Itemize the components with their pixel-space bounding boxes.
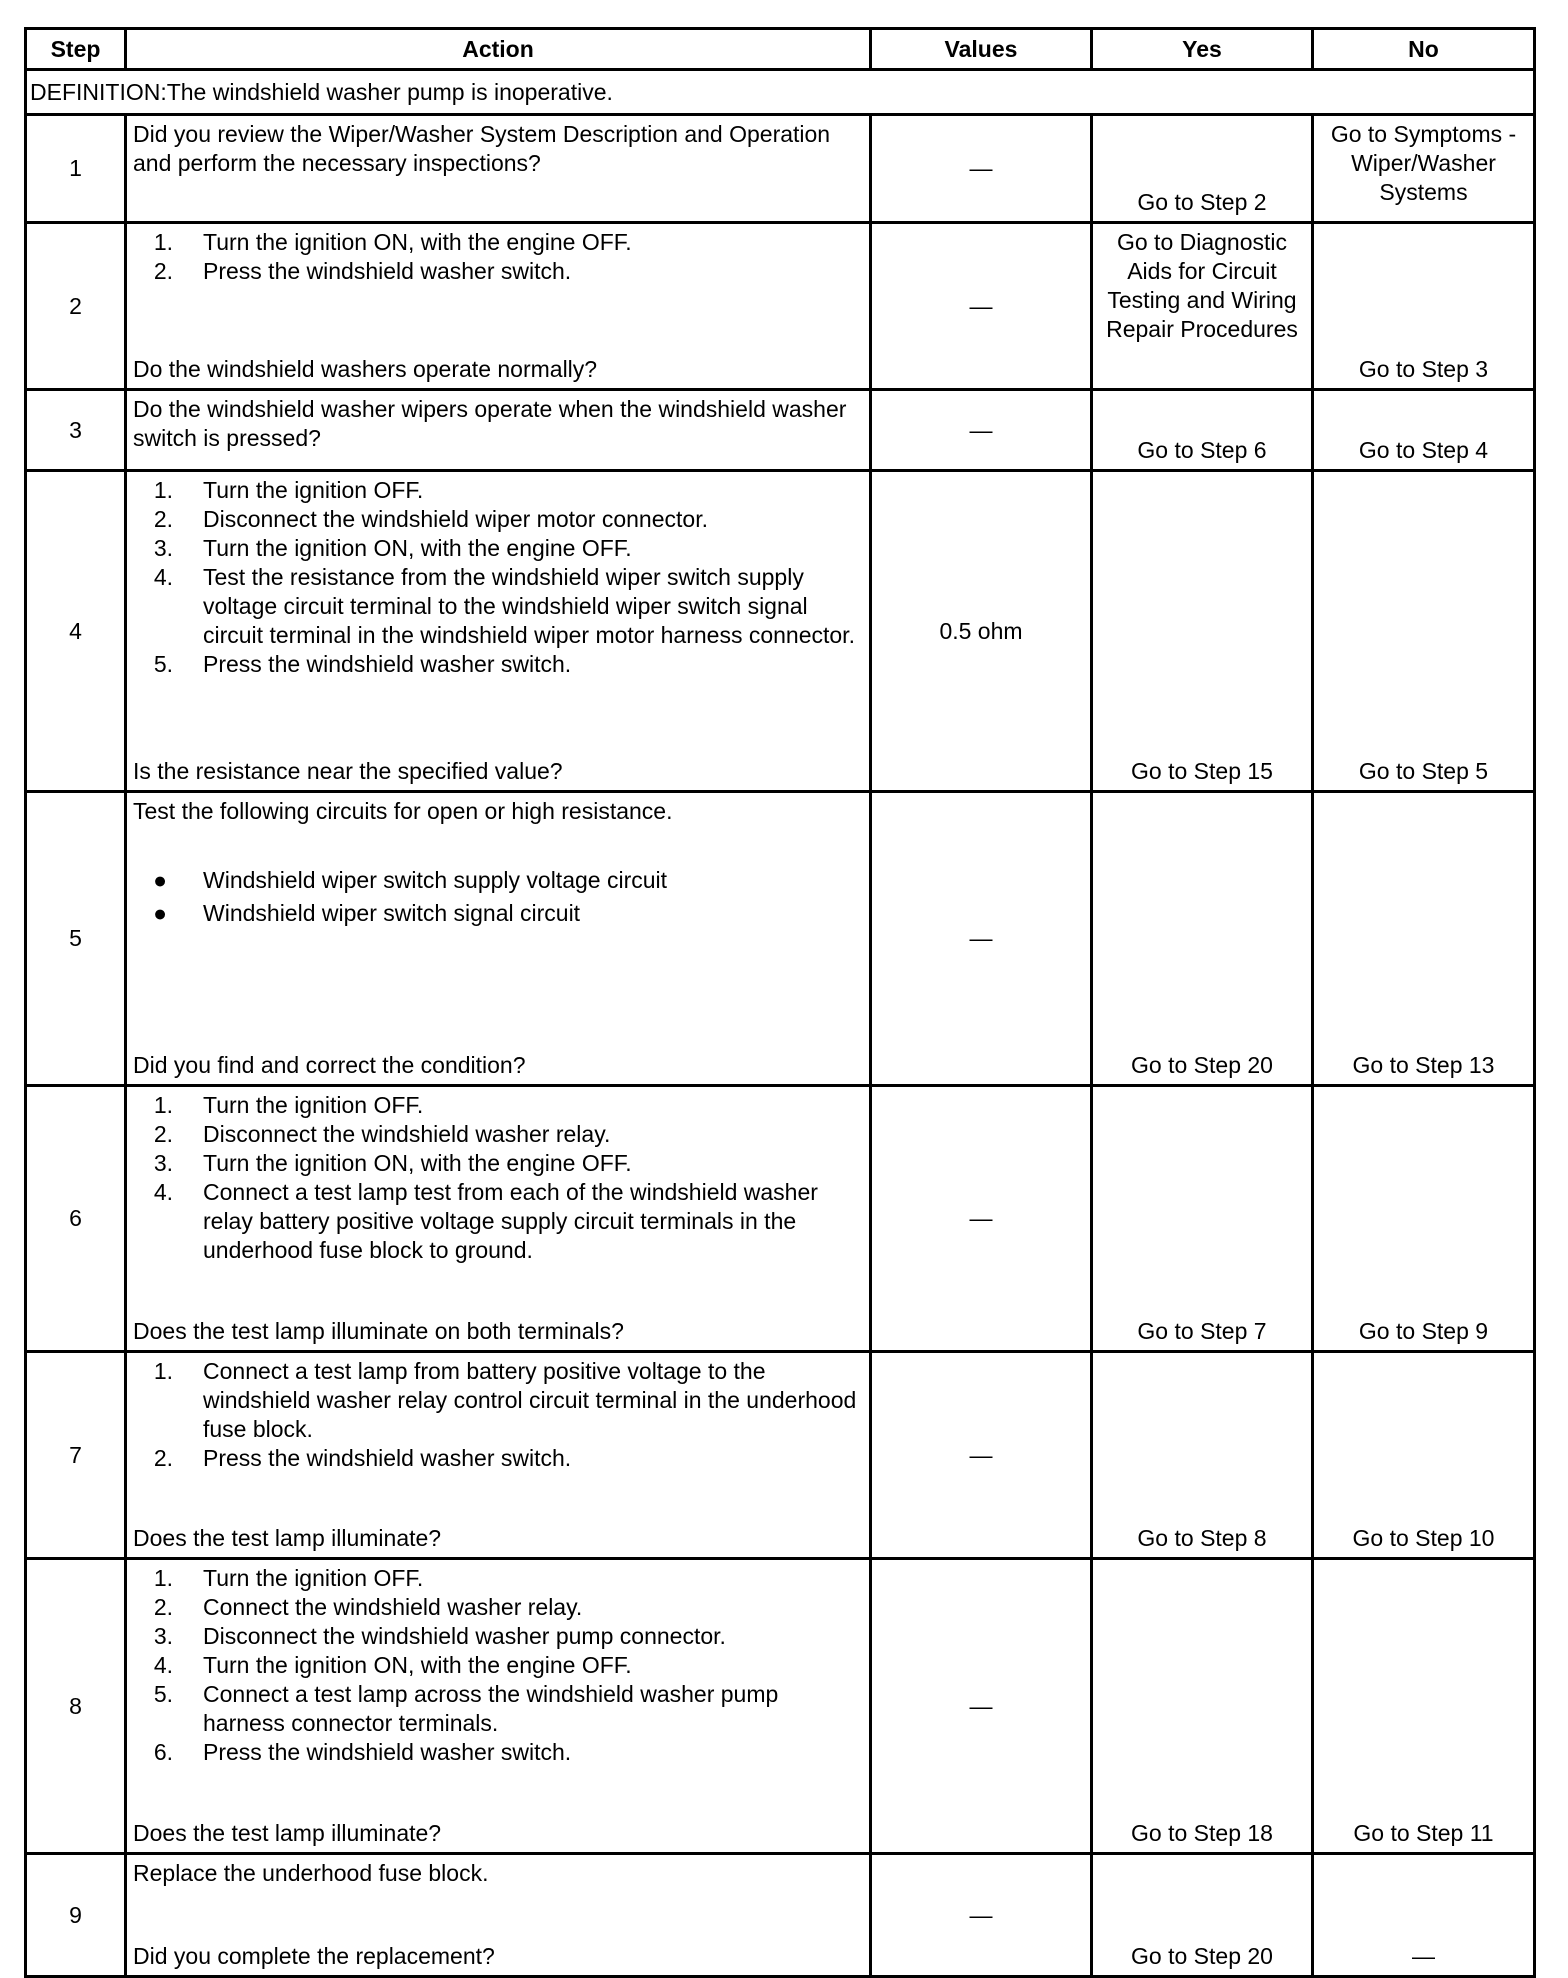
table-row bbox=[26, 792, 1535, 1086]
procedure-step bbox=[133, 1680, 863, 1738]
action-content bbox=[133, 395, 863, 465]
table-row bbox=[26, 1854, 1535, 1977]
procedure-step-text: Press the windshield washer switch. bbox=[203, 258, 572, 284]
procedure-step bbox=[133, 1622, 863, 1651]
action-instructions bbox=[133, 1859, 863, 1888]
procedure-step-number: 6. bbox=[153, 1739, 173, 1765]
action-question: Did you complete the replacement? bbox=[133, 1943, 495, 1969]
step-number: 7 bbox=[26, 1352, 126, 1559]
procedure-step bbox=[133, 1149, 863, 1178]
step-number: 8 bbox=[26, 1559, 126, 1854]
action-content bbox=[133, 1564, 863, 1848]
action-intro: Test the following circuits for open or high resistance. bbox=[133, 798, 673, 824]
table-row bbox=[26, 1352, 1535, 1559]
action-question: Did you find and correct the condition? bbox=[133, 1052, 526, 1078]
action-content bbox=[133, 797, 863, 1080]
procedure-step bbox=[133, 1444, 863, 1473]
no-cell: — bbox=[1313, 1854, 1535, 1977]
procedure-step-number: 2. bbox=[153, 1121, 173, 1147]
action-content bbox=[133, 1357, 863, 1553]
action-content bbox=[133, 476, 863, 786]
procedure-step-text: Turn the ignition OFF. bbox=[203, 1092, 424, 1118]
step-number: 4 bbox=[26, 471, 126, 792]
procedure-step-number: 3. bbox=[153, 535, 173, 561]
procedure-step bbox=[133, 534, 863, 563]
procedure-step bbox=[133, 1651, 863, 1680]
action-instructions bbox=[133, 1357, 863, 1473]
procedure-step-number: 5. bbox=[153, 651, 173, 677]
diagnostic-table bbox=[24, 27, 1536, 1978]
header-no: No bbox=[1313, 29, 1535, 70]
table-row bbox=[26, 390, 1535, 471]
procedure-step-text: Turn the ignition OFF. bbox=[203, 1565, 424, 1591]
step-number: 3 bbox=[26, 390, 126, 471]
procedure-step-number: 2. bbox=[153, 1594, 173, 1620]
definition-row bbox=[26, 70, 1535, 115]
procedure-step bbox=[133, 476, 863, 505]
yes-cell: Go to Step 20 bbox=[1092, 1854, 1313, 1977]
procedure-step-text: Disconnect the windshield washer relay. bbox=[203, 1121, 611, 1147]
procedure-step-number: 4. bbox=[153, 1652, 173, 1678]
procedure-step bbox=[133, 1178, 863, 1265]
procedure-step-text: Press the windshield washer switch. bbox=[203, 651, 572, 677]
procedure-list bbox=[133, 1357, 863, 1473]
no-cell: Go to Step 10 bbox=[1313, 1352, 1535, 1559]
procedure-step-number: 1. bbox=[153, 229, 173, 255]
action-cell bbox=[126, 1352, 871, 1559]
action-question: Does the test lamp illuminate? bbox=[133, 1525, 442, 1551]
bullet-icon: ● bbox=[153, 900, 167, 926]
procedure-step-number: 2. bbox=[153, 258, 173, 284]
procedure-step-text: Disconnect the windshield wiper motor connector. bbox=[203, 506, 708, 532]
action-cell bbox=[126, 115, 871, 223]
procedure-step-number: 3. bbox=[153, 1623, 173, 1649]
action-cell bbox=[126, 1854, 871, 1977]
procedure-step-text: Turn the ignition OFF. bbox=[203, 477, 424, 503]
value-cell: — bbox=[871, 1086, 1092, 1352]
procedure-step-text: Turn the ignition ON, with the engine OFF. bbox=[203, 229, 632, 255]
action-content bbox=[133, 1091, 863, 1346]
procedure-step bbox=[133, 1091, 863, 1120]
procedure-step-number: 1. bbox=[153, 477, 173, 503]
circuit-item-text: Windshield wiper switch signal circuit bbox=[203, 900, 581, 926]
value-cell: — bbox=[871, 1559, 1092, 1854]
procedure-step bbox=[133, 650, 863, 679]
procedure-list bbox=[133, 228, 863, 286]
procedure-step bbox=[133, 563, 863, 650]
yes-cell: Go to Step 2 bbox=[1092, 115, 1313, 223]
header-step: Step bbox=[26, 29, 126, 70]
action-instructions bbox=[133, 1091, 863, 1265]
procedure-step bbox=[133, 1738, 863, 1767]
value-cell: — bbox=[871, 1854, 1092, 1977]
procedure-step bbox=[133, 228, 863, 257]
circuit-item bbox=[133, 899, 863, 928]
procedure-step-text: Press the windshield washer switch. bbox=[203, 1445, 572, 1471]
action-cell bbox=[126, 1086, 871, 1352]
procedure-step-number: 2. bbox=[153, 506, 173, 532]
action-question: Does the test lamp illuminate? bbox=[133, 1820, 442, 1846]
action-intro: Replace the underhood fuse block. bbox=[133, 1860, 489, 1886]
action-intro: Do the windshield washer wipers operate when the windshield washer switch is pressed? bbox=[133, 396, 847, 451]
procedure-step bbox=[133, 505, 863, 534]
procedure-step-number: 3. bbox=[153, 1150, 173, 1176]
procedure-step-text: Turn the ignition ON, with the engine OFF. bbox=[203, 1652, 632, 1678]
procedure-step-number: 2. bbox=[153, 1445, 173, 1471]
yes-cell: Go to Step 15 bbox=[1092, 471, 1313, 792]
table-row bbox=[26, 1559, 1535, 1854]
action-intro: Did you review the Wiper/Washer System Description and Operation and perform the necessary inspections? bbox=[133, 121, 831, 176]
value-cell: — bbox=[871, 390, 1092, 471]
action-cell bbox=[126, 390, 871, 471]
action-content bbox=[133, 228, 863, 384]
no-cell: Go to Symptoms - Wiper/Washer Systems bbox=[1313, 115, 1535, 223]
table-row bbox=[26, 223, 1535, 390]
procedure-step-number: 1. bbox=[153, 1358, 173, 1384]
procedure-step-number: 5. bbox=[153, 1681, 173, 1707]
procedure-step-text: Connect a test lamp test from each of the windshield washer relay battery positive voltage supply circuit terminals in the underhood fuse block to ground. bbox=[203, 1179, 818, 1263]
action-content bbox=[133, 120, 863, 217]
action-instructions bbox=[133, 476, 863, 679]
action-instructions bbox=[133, 228, 863, 286]
header-yes: Yes bbox=[1092, 29, 1313, 70]
action-instructions bbox=[133, 1564, 863, 1767]
action-question: Does the test lamp illuminate on both terminals? bbox=[133, 1318, 624, 1344]
yes-cell: Go to Diagnostic Aids for Circuit Testing and Wiring Repair Procedures bbox=[1092, 223, 1313, 390]
procedure-step-text: Disconnect the windshield washer pump connector. bbox=[203, 1623, 726, 1649]
procedure-list bbox=[133, 476, 863, 679]
bullet-icon: ● bbox=[153, 867, 167, 893]
step-number: 2 bbox=[26, 223, 126, 390]
procedure-step-text: Turn the ignition ON, with the engine OFF. bbox=[203, 535, 632, 561]
step-number: 1 bbox=[26, 115, 126, 223]
yes-cell: Go to Step 6 bbox=[1092, 390, 1313, 471]
step-number: 9 bbox=[26, 1854, 126, 1977]
procedure-step-number: 1. bbox=[153, 1565, 173, 1591]
procedure-step bbox=[133, 1120, 863, 1149]
value-cell: — bbox=[871, 1352, 1092, 1559]
table-row bbox=[26, 115, 1535, 223]
yes-cell: Go to Step 20 bbox=[1092, 792, 1313, 1086]
yes-cell: Go to Step 8 bbox=[1092, 1352, 1313, 1559]
procedure-step-text: Test the resistance from the windshield wiper switch supply voltage circuit terminal to the windshield wiper switch signal circuit terminal in the windshield wiper motor harness connector. bbox=[203, 564, 855, 648]
value-cell: — bbox=[871, 792, 1092, 1086]
action-instructions bbox=[133, 797, 863, 932]
circuit-item bbox=[133, 866, 863, 895]
procedure-step bbox=[133, 1593, 863, 1622]
header-row bbox=[26, 29, 1535, 70]
procedure-step-text: Connect the windshield washer relay. bbox=[203, 1594, 583, 1620]
step-number: 5 bbox=[26, 792, 126, 1086]
procedure-step-text: Press the windshield washer switch. bbox=[203, 1739, 572, 1765]
step-number: 6 bbox=[26, 1086, 126, 1352]
value-cell: — bbox=[871, 115, 1092, 223]
table-row bbox=[26, 1086, 1535, 1352]
action-cell bbox=[126, 223, 871, 390]
action-content bbox=[133, 1859, 863, 1971]
procedure-step bbox=[133, 257, 863, 286]
procedure-step-text: Turn the ignition ON, with the engine OFF. bbox=[203, 1150, 632, 1176]
no-cell: Go to Step 3 bbox=[1313, 223, 1535, 390]
procedure-list bbox=[133, 1091, 863, 1265]
header-action: Action bbox=[126, 29, 871, 70]
circuit-item-text: Windshield wiper switch supply voltage circuit bbox=[203, 867, 668, 893]
definition-text: DEFINITION:The windshield washer pump is inoperative. bbox=[26, 70, 1535, 115]
table-row bbox=[26, 471, 1535, 792]
procedure-step-number: 1. bbox=[153, 1092, 173, 1118]
action-instructions bbox=[133, 395, 863, 453]
procedure-step bbox=[133, 1564, 863, 1593]
no-cell: Go to Step 9 bbox=[1313, 1086, 1535, 1352]
action-cell bbox=[126, 792, 871, 1086]
action-question: Do the windshield washers operate normally? bbox=[133, 356, 598, 382]
circuit-list bbox=[133, 866, 863, 928]
action-cell bbox=[126, 1559, 871, 1854]
no-cell: Go to Step 13 bbox=[1313, 792, 1535, 1086]
action-cell bbox=[126, 471, 871, 792]
procedure-step-text: Connect a test lamp across the windshield washer pump harness connector terminals. bbox=[203, 1681, 779, 1736]
procedure-step-text: Connect a test lamp from battery positive voltage to the windshield washer relay control circuit terminal in the underhood fuse block. bbox=[203, 1358, 857, 1442]
no-cell: Go to Step 11 bbox=[1313, 1559, 1535, 1854]
no-cell: Go to Step 5 bbox=[1313, 471, 1535, 792]
value-cell: 0.5 ohm bbox=[871, 471, 1092, 792]
action-question: Is the resistance near the specified value? bbox=[133, 758, 563, 784]
procedure-step-number: 4. bbox=[153, 564, 173, 590]
procedure-step bbox=[133, 1357, 863, 1444]
action-instructions bbox=[133, 120, 863, 178]
yes-cell: Go to Step 18 bbox=[1092, 1559, 1313, 1854]
procedure-list bbox=[133, 1564, 863, 1767]
value-cell: — bbox=[871, 223, 1092, 390]
header-values: Values bbox=[871, 29, 1092, 70]
yes-cell: Go to Step 7 bbox=[1092, 1086, 1313, 1352]
no-cell: Go to Step 4 bbox=[1313, 390, 1535, 471]
procedure-step-number: 4. bbox=[153, 1179, 173, 1205]
